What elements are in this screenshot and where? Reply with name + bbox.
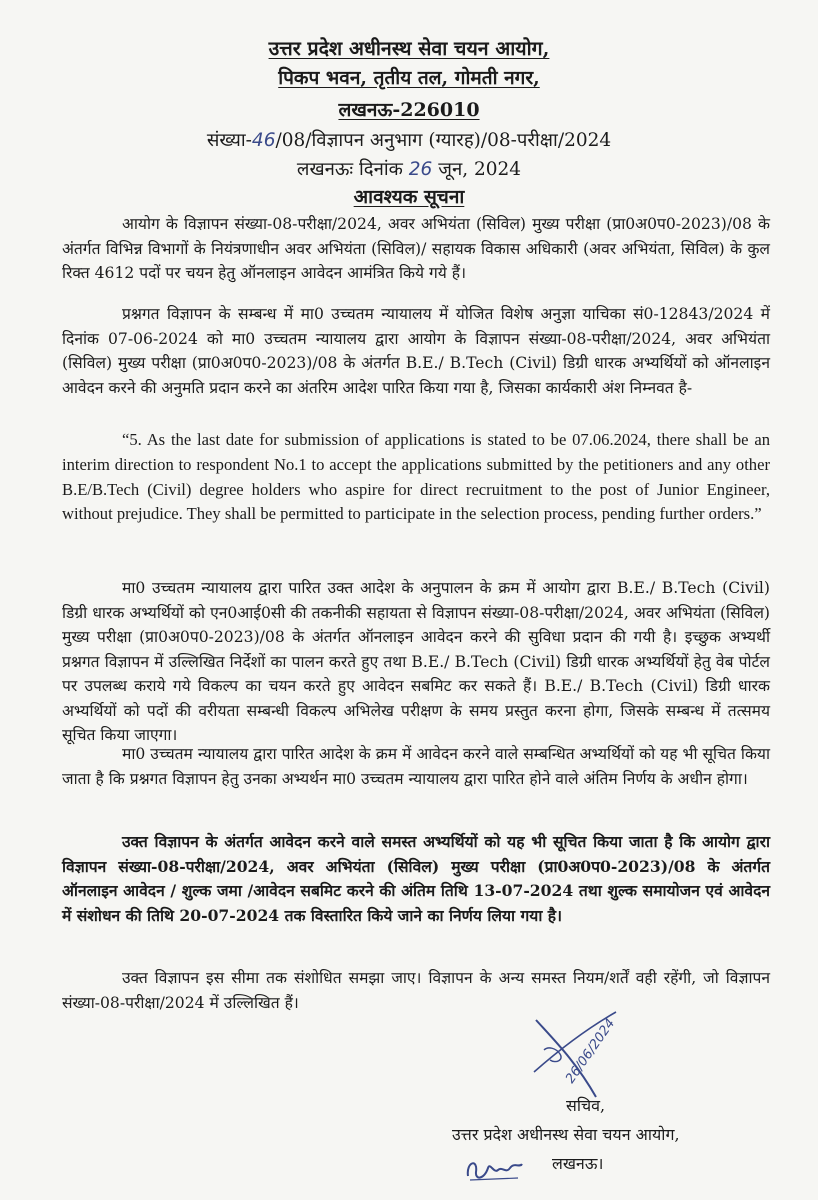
handwritten-initials-icon (462, 1150, 526, 1186)
city-line (0, 96, 818, 122)
secretary-designation: सचिव, (566, 1096, 606, 1115)
signatory-org: उत्तर प्रदेश अधीनस्थ सेवा चयन आयोग, (452, 1125, 680, 1144)
paragraph-court-quote: “5. As the last date for submission of applications is stated to be 07.06.2024, there shall be an interim direction to respondent No.1 to accept the applications submitted by the petitioners and any other B.E/B.Tech (Civil) degree holders who aspire for direct recruitment to the post of Junior Engineer, without prejudice. They shall be permitted to participate in the selection process, pending further orders.” (62, 430, 770, 524)
org-name-heading (0, 34, 818, 61)
ref-suffix: /08/विज्ञापन अनुभाग (ग्यारह)/08-परीक्षा/2024 (275, 130, 612, 151)
org-name: उत्तर प्रदेश अधीनस्थ सेवा चयन आयोग, (268, 37, 550, 60)
subject-line (0, 183, 818, 209)
paragraph-amendment: उक्त विज्ञापन इस सीमा तक संशोधित समझा जाए। विज्ञापन के अन्य समस्त नियम/शर्तें वही रहेंगी, जो विज्ञापन संख्या-08-परीक्षा/2024 में उल्लिखित हैं। (62, 969, 770, 1012)
date-line (0, 156, 818, 181)
signatory-city: लखनऊ। (552, 1154, 604, 1173)
date-prefix: लखनऊः दिनांक (296, 159, 403, 180)
ref-prefix: संख्या- (206, 130, 252, 151)
address: पिकप भवन, तृतीय तल, गोमती नगर, (278, 67, 540, 89)
paragraph-date-extension: उक्त विज्ञापन के अंतर्गत आवेदन करने वाले समस्त अभ्यर्थियों को यह भी सूचित किया जाता है कि आयोग द्वारा विज्ञापन संख्या-08-परीक्षा/2024, अवर अभियंता (सिविल) मुख्य परीक्षा (प्रा0अ0प0-2023)/08 के अंतर्गत ऑनलाइन आवेदन / शुल्क जमा /आवेदन सबमिट करने की अंतिम तिथि 13-07-2024 तथा शुल्क समायोजन एवं आवेदन में संशोधन की तिथि 20-07-2024 तक विस्तारित किये जाने का निर्णय लिया गया है। (62, 832, 770, 925)
reference-number-line (0, 127, 818, 152)
paragraph-court-petition: प्रश्नगत विज्ञापन के सम्बन्ध में मा0 उच्चतम न्यायालय में योजित विशेष अनुज्ञा याचिका सं0-12843/2024 में दिनांक 07-06-2024 को मा0 उच्चतम न्यायालय द्वारा आयोग के विज्ञापन संख्या-08-परीक्षा/2024, अवर अभियंता (सिविल) मुख्य परीक्षा (प्रा0अ0प0-2023)/08 के अंतर्गत B.E./ B.Tech (Civil) डिग्री धारक अभ्यर्थियों को ऑनलाइन आवेदन करने की अनुमति प्रदान करने का अंतरिम आदेश पारित किया गया है, जिसका कार्यकारी अंश निम्नवत है- (62, 305, 770, 397)
date-suffix: जून, 2024 (438, 159, 522, 180)
address-line (0, 64, 818, 90)
paragraph-candidature: मा0 उच्चतम न्यायालय द्वारा पारित आदेश के क्रम में आवेदन करने वाले सम्बन्धित अभ्यर्थियों को यह भी सूचित किया जाता है कि प्रश्नगत विज्ञापन हेतु उनका अभ्यर्थन मा0 उच्चतम न्यायालय द्वारा पारित होने वाले अंतिम निर्णय के अधीन होगा। (62, 745, 770, 788)
paragraph-advertisement: आयोग के विज्ञापन संख्या-08-परीक्षा/2024, अवर अभियंता (सिविल) मुख्य परीक्षा (प्रा0अ0प0-2023)/08 के अंतर्गत विभिन्न विभागों के नियंत्रणाधीन अवर अभियंता (सिविल)/ सहायक विकास अधिकारी (अवर अभियंता, सिविल) के कुल रिक्त 4612 पदों पर चयन हेतु ऑनलाइन आवेदन आमंत्रित किये गये हैं। (62, 215, 770, 282)
date-day-handwritten: 26 (408, 159, 433, 180)
subject: आवश्यक सूचना (353, 186, 465, 208)
paragraph-compliance: मा0 उच्चतम न्यायालय द्वारा पारित उक्त आदेश के अनुपालन के क्रम में आयोग द्वारा B.E./ B.Tech (Civil) डिग्री धारक अभ्यर्थियों को एन0आई0सी की तकनीकी सहायता से विज्ञापन संख्या-08-परीक्षा/2024, अवर अभियंता (सिविल) मुख्य परीक्षा (प्रा0अ0प0-2023)/08 के अंतर्गत ऑनलाइन आवेदन करने की सुविधा प्रदान की गयी है। इच्छुक अभ्यर्थी प्रश्नगत विज्ञापन में उल्लिखित निर्देशों का पालन करते हुए तथा B.E./ B.Tech (Civil) डिग्री धारक अभ्यर्थियों हेतु वेब पोर्टल पर उपलब्ध कराये गये विकल्प का चयन करते हुए आवेदन सबमिट कर सकते हैं। B.E./ B.Tech (Civil) डिग्री धारक अभ्यर्थियों को पदों की वरीयता सम्बन्धी विकल्प अभिलेख परीक्षण के समय प्रस्तुत करना होगा, जिसके सम्बन्ध में तत्समय सूचित किया जाएगा। (62, 579, 770, 744)
ref-number-handwritten: 46 (251, 130, 276, 151)
city-pin: लखनऊ-226010 (338, 99, 480, 121)
handwritten-signature-date: 26/06/2024 (562, 1016, 619, 1087)
signature-scribble-icon (526, 1002, 636, 1102)
